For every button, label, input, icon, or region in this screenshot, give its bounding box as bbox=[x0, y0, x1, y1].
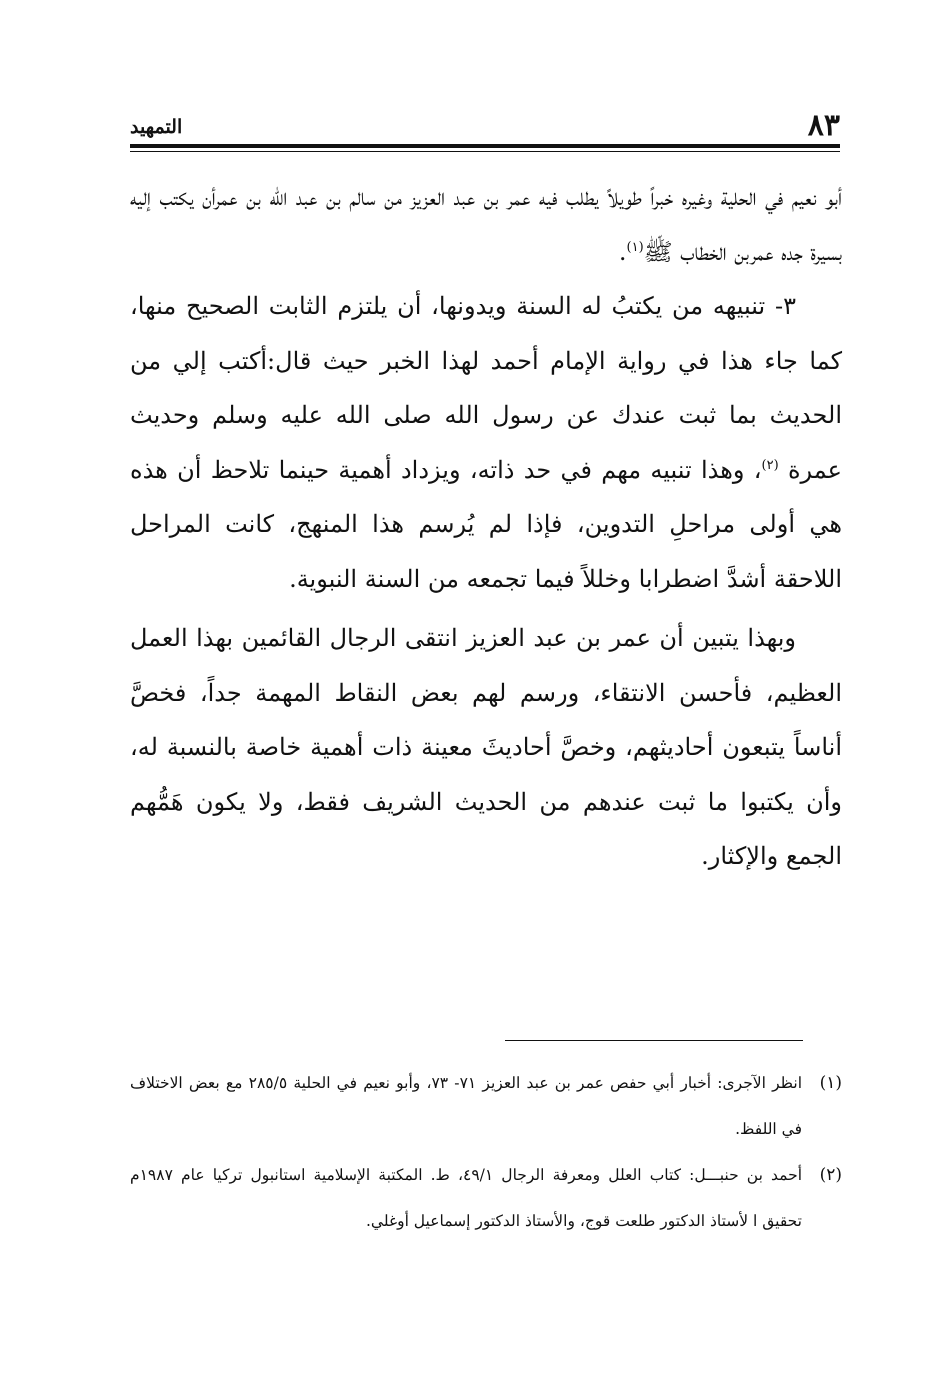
footnote-1-text: انظر الآجرى: أخبار أبي حفص عمر بن عبد العزيز ٧١- ٧٣، وأبو نعيم في الحلية ٢٨٥/٥ مع بعض الاختلاف في اللفظ. bbox=[130, 1074, 802, 1138]
footnote-1-marker: (١) bbox=[819, 1073, 842, 1093]
page-number: ٨٣ bbox=[807, 108, 840, 143]
paragraph-2 bbox=[130, 279, 842, 606]
paragraph-3-text: وبهذا يتبين أن عمر بن عبد العزيز انتقى الرجال القائمين بهذا العمل العظيم، فأحسن الانتقاء، ورسم لهم بعض النقاط المهمة جداً، فخصَّ أناساً يتبعون أحاديثهم، وخصَّ أحاديثَ معينة ذات أهمية خاصة بالنسبة له، وأن يكتبوا ما ثبت عندهم من الحديث الشريف فقط، ولا يكون هَمُّهم الجمع والإكثار. bbox=[130, 624, 842, 870]
footnote-2-text: أحمد بن حنبـــل: كتاب العلل ومعرفة الرجال ٤٩/١، ط. المكتبة الإسلامية استانبول تركيا عام ١٩٨٧م تحقيق ا لأستاذ الدكتور طلعت قوج، والأستاذ الدكتور إسماعيل أوغلي. bbox=[130, 1166, 802, 1230]
header-rule-thin bbox=[130, 151, 840, 152]
chapter-title: التمهيد bbox=[130, 116, 183, 138]
footnote-2 bbox=[130, 1152, 842, 1244]
header-rule-thick bbox=[130, 144, 840, 148]
footnote-2-marker: (٢) bbox=[819, 1165, 842, 1185]
footnotes bbox=[130, 1060, 842, 1244]
paragraph-1 bbox=[130, 170, 842, 279]
paragraph-2-text: ٣- تنبيهه من يكتبُ له السنة ويدونها، أن يلتزم الثابت الصحيح منها، كما جاء هذا في رواية الإمام أحمد لهذا الخبر حيث قال:أكتب إلي من الحديث بما ثبت عندك عن رسول الله صلى الله عليه وسلم وحديث عمرة bbox=[130, 292, 842, 484]
footnote-ref-1: (١) bbox=[626, 239, 644, 255]
running-header bbox=[130, 108, 840, 144]
paragraph-1-text: أبو نعيم في الحلية وغيره خبراً طويلاً يطلب فيه عمر بن عبد العزيز من سالم بن عبد الله بن عمرأن يكتب إليه بسيرة جده عمربن الخطاب ﷺ bbox=[130, 183, 842, 266]
footnote-separator bbox=[505, 1040, 803, 1041]
footnote-1 bbox=[130, 1060, 842, 1152]
main-text bbox=[130, 170, 842, 884]
paragraph-2-cont: ، وهذا تنبيه مهم في حد ذاته، ويزداد أهمية حينما تلاحظ أن هذه هي أولى مراحلِ التدوين، فإذا لم يُرسم هذا المنهج، كانت المراحل اللاحقة أشدَّ اضطرابا وخللاً فيما تجمعه من السنة النبوية. bbox=[130, 455, 842, 593]
footnote-ref-2: (٢) bbox=[761, 457, 779, 473]
paragraph-3 bbox=[130, 611, 842, 884]
paragraph-1-tail: . bbox=[618, 237, 627, 266]
